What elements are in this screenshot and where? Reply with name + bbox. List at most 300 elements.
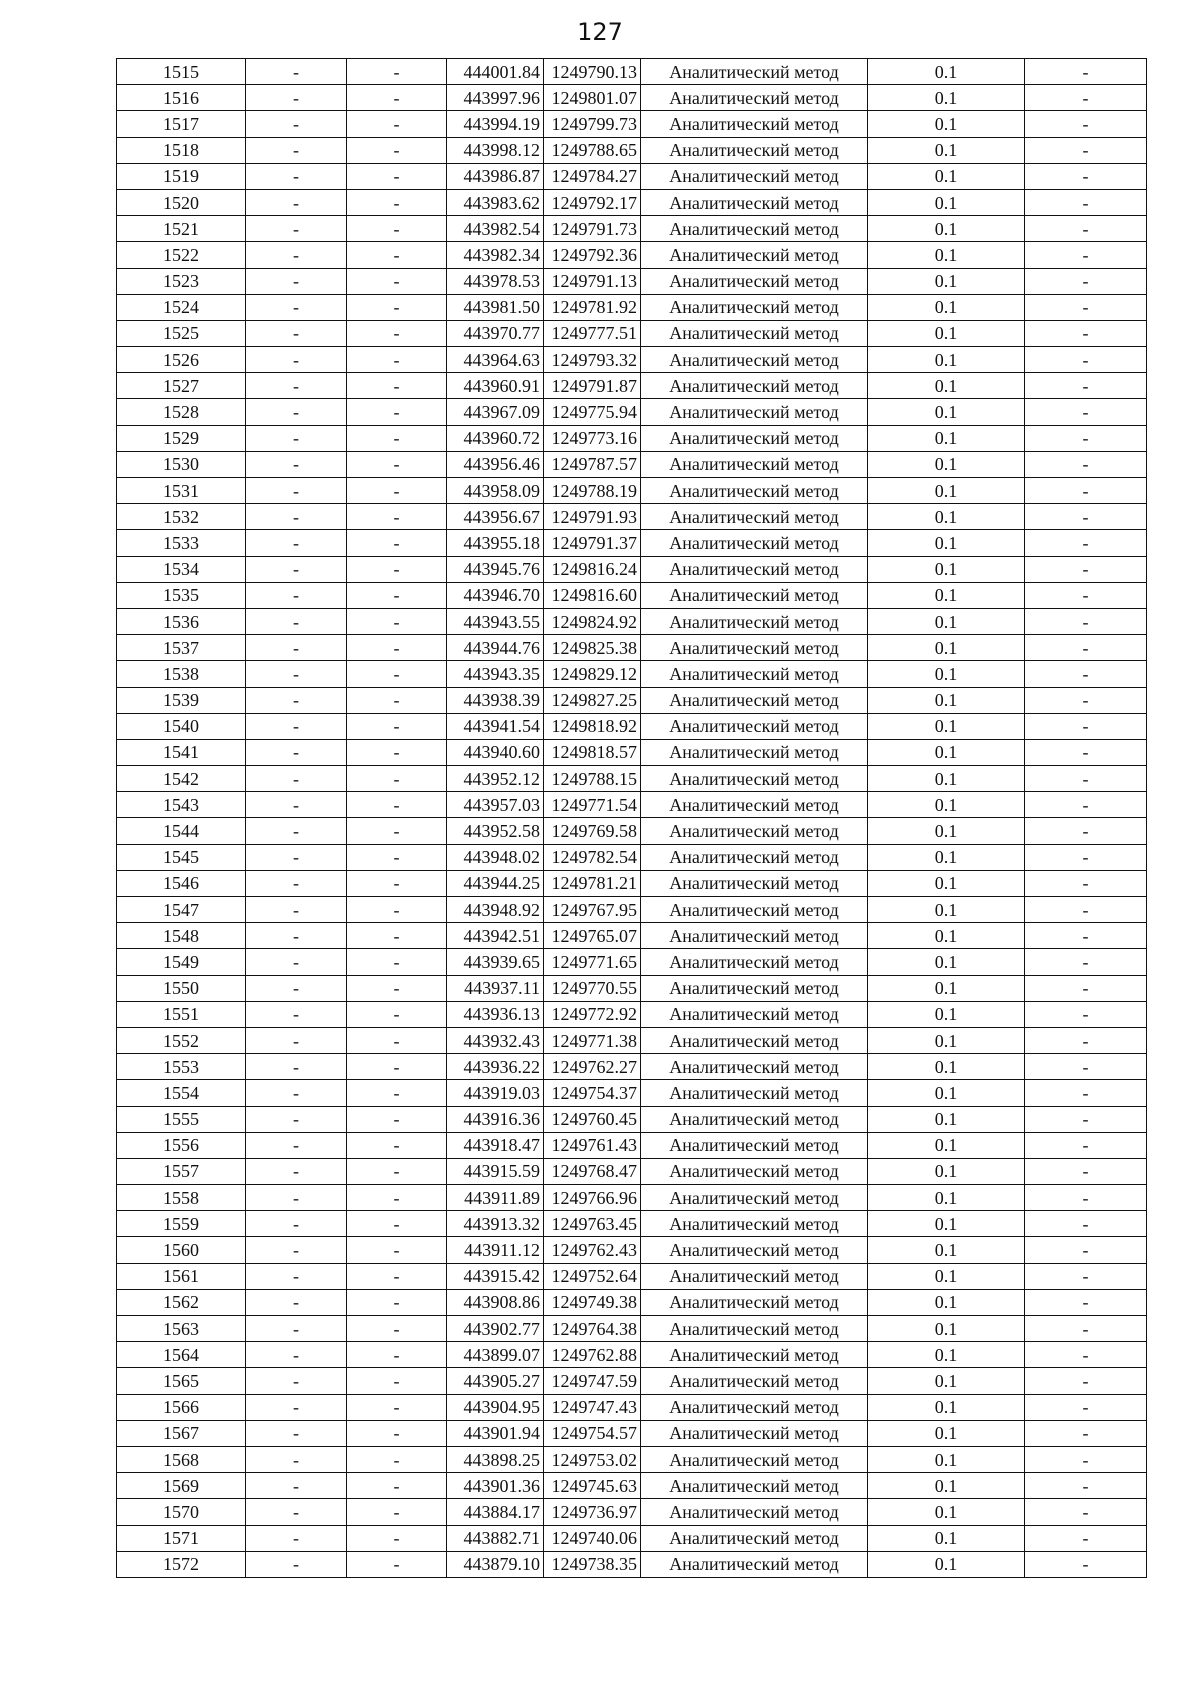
cell-dash-c-cell: -	[1025, 1080, 1147, 1106]
coord-x-cell: 443982.54	[447, 216, 544, 242]
cell-dash-b-cell: -	[347, 425, 447, 451]
cell-dash-c-cell: -	[1025, 1237, 1147, 1263]
accuracy-cell: 0.1	[868, 137, 1025, 163]
point-number-cell: 1572	[117, 1551, 246, 1577]
cell-dash-c-cell: -	[1025, 1211, 1147, 1237]
cell-dash-c-cell: -	[1025, 897, 1147, 923]
table-row	[117, 687, 1147, 713]
cell-dash-b-cell: -	[347, 1027, 447, 1053]
cell-dash-c-cell: -	[1025, 1054, 1147, 1080]
method-cell: Аналитический метод	[641, 1342, 868, 1368]
cell-dash-a-cell: -	[246, 635, 347, 661]
table-row	[117, 451, 1147, 477]
method-cell: Аналитический метод	[641, 897, 868, 923]
coord-y-cell: 1249829.12	[544, 661, 641, 687]
point-number-cell: 1568	[117, 1446, 246, 1472]
accuracy-cell: 0.1	[868, 1211, 1025, 1237]
point-number-cell: 1530	[117, 451, 246, 477]
point-number-cell: 1554	[117, 1080, 246, 1106]
table-row	[117, 897, 1147, 923]
cell-dash-a-cell: -	[246, 504, 347, 530]
accuracy-cell: 0.1	[868, 1289, 1025, 1315]
coord-x-cell: 443911.89	[447, 1185, 544, 1211]
coord-y-cell: 1249788.65	[544, 137, 641, 163]
table-row	[117, 661, 1147, 687]
coord-x-cell: 443882.71	[447, 1525, 544, 1551]
point-number-cell: 1548	[117, 923, 246, 949]
method-cell: Аналитический метод	[641, 425, 868, 451]
cell-dash-a-cell: -	[246, 1473, 347, 1499]
method-cell: Аналитический метод	[641, 608, 868, 634]
table-row	[117, 923, 1147, 949]
cell-dash-b-cell: -	[347, 320, 447, 346]
table-row	[117, 1551, 1147, 1577]
coord-y-cell: 1249767.95	[544, 897, 641, 923]
method-cell: Аналитический метод	[641, 504, 868, 530]
method-cell: Аналитический метод	[641, 1394, 868, 1420]
cell-dash-c-cell: -	[1025, 504, 1147, 530]
accuracy-cell: 0.1	[868, 739, 1025, 765]
cell-dash-a-cell: -	[246, 189, 347, 215]
cell-dash-a-cell: -	[246, 949, 347, 975]
cell-dash-a-cell: -	[246, 792, 347, 818]
point-number-cell: 1535	[117, 582, 246, 608]
point-number-cell: 1567	[117, 1420, 246, 1446]
coord-x-cell: 443943.55	[447, 608, 544, 634]
point-number-cell: 1519	[117, 163, 246, 189]
cell-dash-c-cell: -	[1025, 1106, 1147, 1132]
cell-dash-b-cell: -	[347, 582, 447, 608]
coord-x-cell: 443932.43	[447, 1027, 544, 1053]
coord-y-cell: 1249771.54	[544, 792, 641, 818]
coord-x-cell: 443879.10	[447, 1551, 544, 1577]
cell-dash-a-cell: -	[246, 870, 347, 896]
cell-dash-a-cell: -	[246, 111, 347, 137]
point-number-cell: 1557	[117, 1158, 246, 1184]
coord-x-cell: 443936.22	[447, 1054, 544, 1080]
coord-x-cell: 443937.11	[447, 975, 544, 1001]
accuracy-cell: 0.1	[868, 1001, 1025, 1027]
cell-dash-a-cell: -	[246, 713, 347, 739]
cell-dash-b-cell: -	[347, 897, 447, 923]
coord-x-cell: 443904.95	[447, 1394, 544, 1420]
coord-x-cell: 443902.77	[447, 1316, 544, 1342]
cell-dash-c-cell: -	[1025, 85, 1147, 111]
cell-dash-a-cell: -	[246, 478, 347, 504]
method-cell: Аналитический метод	[641, 451, 868, 477]
table-row	[117, 1106, 1147, 1132]
coord-x-cell: 443915.59	[447, 1158, 544, 1184]
cell-dash-b-cell: -	[347, 294, 447, 320]
accuracy-cell: 0.1	[868, 1316, 1025, 1342]
coord-x-cell: 443956.67	[447, 504, 544, 530]
method-cell: Аналитический метод	[641, 1473, 868, 1499]
coord-x-cell: 443938.39	[447, 687, 544, 713]
cell-dash-a-cell: -	[246, 294, 347, 320]
cell-dash-c-cell: -	[1025, 818, 1147, 844]
method-cell: Аналитический метод	[641, 530, 868, 556]
method-cell: Аналитический метод	[641, 1263, 868, 1289]
table-row	[117, 1525, 1147, 1551]
point-number-cell: 1540	[117, 713, 246, 739]
coord-y-cell: 1249771.65	[544, 949, 641, 975]
accuracy-cell: 0.1	[868, 347, 1025, 373]
table-row	[117, 189, 1147, 215]
accuracy-cell: 0.1	[868, 268, 1025, 294]
point-number-cell: 1566	[117, 1394, 246, 1420]
coordinates-table	[116, 58, 1147, 1578]
point-number-cell: 1561	[117, 1263, 246, 1289]
coord-y-cell: 1249790.13	[544, 59, 641, 85]
coord-y-cell: 1249791.37	[544, 530, 641, 556]
accuracy-cell: 0.1	[868, 556, 1025, 582]
method-cell: Аналитический метод	[641, 661, 868, 687]
coord-x-cell: 443994.19	[447, 111, 544, 137]
coord-y-cell: 1249773.16	[544, 425, 641, 451]
coord-x-cell: 443952.12	[447, 766, 544, 792]
method-cell: Аналитический метод	[641, 85, 868, 111]
accuracy-cell: 0.1	[868, 59, 1025, 85]
cell-dash-c-cell: -	[1025, 373, 1147, 399]
point-number-cell: 1543	[117, 792, 246, 818]
coord-x-cell: 443901.36	[447, 1473, 544, 1499]
table-row	[117, 85, 1147, 111]
cell-dash-c-cell: -	[1025, 163, 1147, 189]
method-cell: Аналитический метод	[641, 582, 868, 608]
point-number-cell: 1521	[117, 216, 246, 242]
cell-dash-b-cell: -	[347, 347, 447, 373]
coord-x-cell: 443955.18	[447, 530, 544, 556]
cell-dash-c-cell: -	[1025, 739, 1147, 765]
point-number-cell: 1555	[117, 1106, 246, 1132]
table-row	[117, 1211, 1147, 1237]
coord-x-cell: 443940.60	[447, 739, 544, 765]
method-cell: Аналитический метод	[641, 268, 868, 294]
accuracy-cell: 0.1	[868, 1446, 1025, 1472]
cell-dash-b-cell: -	[347, 818, 447, 844]
coord-y-cell: 1249760.45	[544, 1106, 641, 1132]
table-row	[117, 556, 1147, 582]
accuracy-cell: 0.1	[868, 320, 1025, 346]
coord-y-cell: 1249792.17	[544, 189, 641, 215]
table-row	[117, 320, 1147, 346]
cell-dash-b-cell: -	[347, 1001, 447, 1027]
cell-dash-c-cell: -	[1025, 242, 1147, 268]
cell-dash-b-cell: -	[347, 1263, 447, 1289]
cell-dash-b-cell: -	[347, 1525, 447, 1551]
cell-dash-c-cell: -	[1025, 189, 1147, 215]
point-number-cell: 1515	[117, 59, 246, 85]
accuracy-cell: 0.1	[868, 713, 1025, 739]
coord-y-cell: 1249745.63	[544, 1473, 641, 1499]
coord-y-cell: 1249762.88	[544, 1342, 641, 1368]
cell-dash-c-cell: -	[1025, 608, 1147, 634]
method-cell: Аналитический метод	[641, 766, 868, 792]
cell-dash-a-cell: -	[246, 1316, 347, 1342]
cell-dash-c-cell: -	[1025, 1473, 1147, 1499]
accuracy-cell: 0.1	[868, 373, 1025, 399]
cell-dash-b-cell: -	[347, 1368, 447, 1394]
point-number-cell: 1533	[117, 530, 246, 556]
point-number-cell: 1525	[117, 320, 246, 346]
coord-x-cell: 443970.77	[447, 320, 544, 346]
point-number-cell: 1539	[117, 687, 246, 713]
coord-x-cell: 443952.58	[447, 818, 544, 844]
table-row	[117, 294, 1147, 320]
table-row	[117, 1080, 1147, 1106]
coord-x-cell: 443944.25	[447, 870, 544, 896]
cell-dash-b-cell: -	[347, 844, 447, 870]
table-row	[117, 399, 1147, 425]
table-row	[117, 739, 1147, 765]
point-number-cell: 1558	[117, 1185, 246, 1211]
coord-y-cell: 1249801.07	[544, 85, 641, 111]
coord-y-cell: 1249816.60	[544, 582, 641, 608]
table-row	[117, 1420, 1147, 1446]
cell-dash-a-cell: -	[246, 897, 347, 923]
cell-dash-c-cell: -	[1025, 399, 1147, 425]
cell-dash-c-cell: -	[1025, 1342, 1147, 1368]
coord-y-cell: 1249777.51	[544, 320, 641, 346]
accuracy-cell: 0.1	[868, 661, 1025, 687]
cell-dash-a-cell: -	[246, 1027, 347, 1053]
coord-x-cell: 443942.51	[447, 923, 544, 949]
cell-dash-a-cell: -	[246, 1499, 347, 1525]
coord-x-cell: 443901.94	[447, 1420, 544, 1446]
cell-dash-b-cell: -	[347, 1132, 447, 1158]
coord-y-cell: 1249787.57	[544, 451, 641, 477]
table-row	[117, 1158, 1147, 1184]
table-row	[117, 975, 1147, 1001]
cell-dash-b-cell: -	[347, 687, 447, 713]
cell-dash-c-cell: -	[1025, 216, 1147, 242]
accuracy-cell: 0.1	[868, 163, 1025, 189]
accuracy-cell: 0.1	[868, 85, 1025, 111]
accuracy-cell: 0.1	[868, 897, 1025, 923]
cell-dash-a-cell: -	[246, 59, 347, 85]
table-row	[117, 1394, 1147, 1420]
table-row	[117, 818, 1147, 844]
point-number-cell: 1549	[117, 949, 246, 975]
accuracy-cell: 0.1	[868, 1368, 1025, 1394]
cell-dash-b-cell: -	[347, 268, 447, 294]
coord-y-cell: 1249791.87	[544, 373, 641, 399]
method-cell: Аналитический метод	[641, 1368, 868, 1394]
cell-dash-b-cell: -	[347, 242, 447, 268]
coord-y-cell: 1249749.38	[544, 1289, 641, 1315]
accuracy-cell: 0.1	[868, 399, 1025, 425]
cell-dash-a-cell: -	[246, 1446, 347, 1472]
cell-dash-c-cell: -	[1025, 1316, 1147, 1342]
cell-dash-b-cell: -	[347, 792, 447, 818]
method-cell: Аналитический метод	[641, 949, 868, 975]
table-row	[117, 242, 1147, 268]
method-cell: Аналитический метод	[641, 1054, 868, 1080]
cell-dash-a-cell: -	[246, 347, 347, 373]
point-number-cell: 1570	[117, 1499, 246, 1525]
coord-y-cell: 1249747.59	[544, 1368, 641, 1394]
table-row	[117, 713, 1147, 739]
coord-x-cell: 443898.25	[447, 1446, 544, 1472]
point-number-cell: 1571	[117, 1525, 246, 1551]
coord-x-cell: 443884.17	[447, 1499, 544, 1525]
accuracy-cell: 0.1	[868, 1263, 1025, 1289]
cell-dash-c-cell: -	[1025, 635, 1147, 661]
table-row	[117, 582, 1147, 608]
cell-dash-c-cell: -	[1025, 1158, 1147, 1184]
table-row	[117, 1499, 1147, 1525]
cell-dash-a-cell: -	[246, 163, 347, 189]
coord-y-cell: 1249818.92	[544, 713, 641, 739]
table-row	[117, 792, 1147, 818]
table-row	[117, 1237, 1147, 1263]
method-cell: Аналитический метод	[641, 294, 868, 320]
coord-x-cell: 443946.70	[447, 582, 544, 608]
method-cell: Аналитический метод	[641, 739, 868, 765]
accuracy-cell: 0.1	[868, 792, 1025, 818]
point-number-cell: 1564	[117, 1342, 246, 1368]
method-cell: Аналитический метод	[641, 59, 868, 85]
cell-dash-c-cell: -	[1025, 687, 1147, 713]
cell-dash-a-cell: -	[246, 451, 347, 477]
cell-dash-a-cell: -	[246, 1080, 347, 1106]
point-number-cell: 1560	[117, 1237, 246, 1263]
point-number-cell: 1541	[117, 739, 246, 765]
cell-dash-a-cell: -	[246, 556, 347, 582]
accuracy-cell: 0.1	[868, 1525, 1025, 1551]
accuracy-cell: 0.1	[868, 478, 1025, 504]
coord-y-cell: 1249765.07	[544, 923, 641, 949]
cell-dash-c-cell: -	[1025, 713, 1147, 739]
coord-y-cell: 1249761.43	[544, 1132, 641, 1158]
coord-x-cell: 443916.36	[447, 1106, 544, 1132]
cell-dash-a-cell: -	[246, 1525, 347, 1551]
coord-y-cell: 1249793.32	[544, 347, 641, 373]
accuracy-cell: 0.1	[868, 1106, 1025, 1132]
accuracy-cell: 0.1	[868, 1394, 1025, 1420]
coord-y-cell: 1249738.35	[544, 1551, 641, 1577]
coord-x-cell: 443960.91	[447, 373, 544, 399]
method-cell: Аналитический метод	[641, 373, 868, 399]
accuracy-cell: 0.1	[868, 923, 1025, 949]
coord-x-cell: 443981.50	[447, 294, 544, 320]
method-cell: Аналитический метод	[641, 137, 868, 163]
cell-dash-a-cell: -	[246, 844, 347, 870]
cell-dash-c-cell: -	[1025, 582, 1147, 608]
cell-dash-c-cell: -	[1025, 975, 1147, 1001]
cell-dash-a-cell: -	[246, 1237, 347, 1263]
coord-x-cell: 443960.72	[447, 425, 544, 451]
table-row	[117, 844, 1147, 870]
cell-dash-b-cell: -	[347, 949, 447, 975]
coord-y-cell: 1249770.55	[544, 975, 641, 1001]
coord-x-cell: 443908.86	[447, 1289, 544, 1315]
cell-dash-b-cell: -	[347, 1289, 447, 1315]
cell-dash-c-cell: -	[1025, 792, 1147, 818]
cell-dash-a-cell: -	[246, 1185, 347, 1211]
cell-dash-c-cell: -	[1025, 1446, 1147, 1472]
cell-dash-c-cell: -	[1025, 1420, 1147, 1446]
table-row	[117, 137, 1147, 163]
table-row	[117, 1001, 1147, 1027]
method-cell: Аналитический метод	[641, 635, 868, 661]
cell-dash-b-cell: -	[347, 399, 447, 425]
cell-dash-a-cell: -	[246, 1342, 347, 1368]
method-cell: Аналитический метод	[641, 478, 868, 504]
point-number-cell: 1556	[117, 1132, 246, 1158]
cell-dash-c-cell: -	[1025, 1132, 1147, 1158]
cell-dash-c-cell: -	[1025, 1263, 1147, 1289]
cell-dash-a-cell: -	[246, 1158, 347, 1184]
coord-y-cell: 1249764.38	[544, 1316, 641, 1342]
table-row	[117, 766, 1147, 792]
cell-dash-b-cell: -	[347, 530, 447, 556]
cell-dash-a-cell: -	[246, 1394, 347, 1420]
cell-dash-c-cell: -	[1025, 844, 1147, 870]
coord-y-cell: 1249752.64	[544, 1263, 641, 1289]
coord-y-cell: 1249762.27	[544, 1054, 641, 1080]
accuracy-cell: 0.1	[868, 1473, 1025, 1499]
table-row	[117, 1446, 1147, 1472]
point-number-cell: 1569	[117, 1473, 246, 1499]
point-number-cell: 1550	[117, 975, 246, 1001]
cell-dash-b-cell: -	[347, 478, 447, 504]
cell-dash-a-cell: -	[246, 85, 347, 111]
cell-dash-b-cell: -	[347, 713, 447, 739]
cell-dash-b-cell: -	[347, 1106, 447, 1132]
coord-y-cell: 1249791.93	[544, 504, 641, 530]
coord-y-cell: 1249769.58	[544, 818, 641, 844]
table-row	[117, 268, 1147, 294]
point-number-cell: 1553	[117, 1054, 246, 1080]
point-number-cell: 1538	[117, 661, 246, 687]
cell-dash-b-cell: -	[347, 85, 447, 111]
cell-dash-c-cell: -	[1025, 556, 1147, 582]
coord-y-cell: 1249782.54	[544, 844, 641, 870]
cell-dash-b-cell: -	[347, 1499, 447, 1525]
table-row	[117, 635, 1147, 661]
point-number-cell: 1529	[117, 425, 246, 451]
cell-dash-b-cell: -	[347, 1473, 447, 1499]
coord-x-cell: 443957.03	[447, 792, 544, 818]
method-cell: Аналитический метод	[641, 163, 868, 189]
accuracy-cell: 0.1	[868, 425, 1025, 451]
accuracy-cell: 0.1	[868, 1132, 1025, 1158]
point-number-cell: 1544	[117, 818, 246, 844]
cell-dash-c-cell: -	[1025, 111, 1147, 137]
cell-dash-b-cell: -	[347, 504, 447, 530]
coord-x-cell: 443915.42	[447, 1263, 544, 1289]
coord-y-cell: 1249788.19	[544, 478, 641, 504]
cell-dash-a-cell: -	[246, 425, 347, 451]
cell-dash-b-cell: -	[347, 451, 447, 477]
method-cell: Аналитический метод	[641, 870, 868, 896]
coord-y-cell: 1249816.24	[544, 556, 641, 582]
method-cell: Аналитический метод	[641, 1106, 868, 1132]
cell-dash-a-cell: -	[246, 608, 347, 634]
coord-y-cell: 1249772.92	[544, 1001, 641, 1027]
cell-dash-a-cell: -	[246, 739, 347, 765]
coord-y-cell: 1249825.38	[544, 635, 641, 661]
point-number-cell: 1527	[117, 373, 246, 399]
page-number: 127	[577, 18, 623, 46]
accuracy-cell: 0.1	[868, 687, 1025, 713]
coord-y-cell: 1249768.47	[544, 1158, 641, 1184]
coord-y-cell: 1249784.27	[544, 163, 641, 189]
table-row	[117, 1368, 1147, 1394]
point-number-cell: 1545	[117, 844, 246, 870]
cell-dash-c-cell: -	[1025, 1368, 1147, 1394]
